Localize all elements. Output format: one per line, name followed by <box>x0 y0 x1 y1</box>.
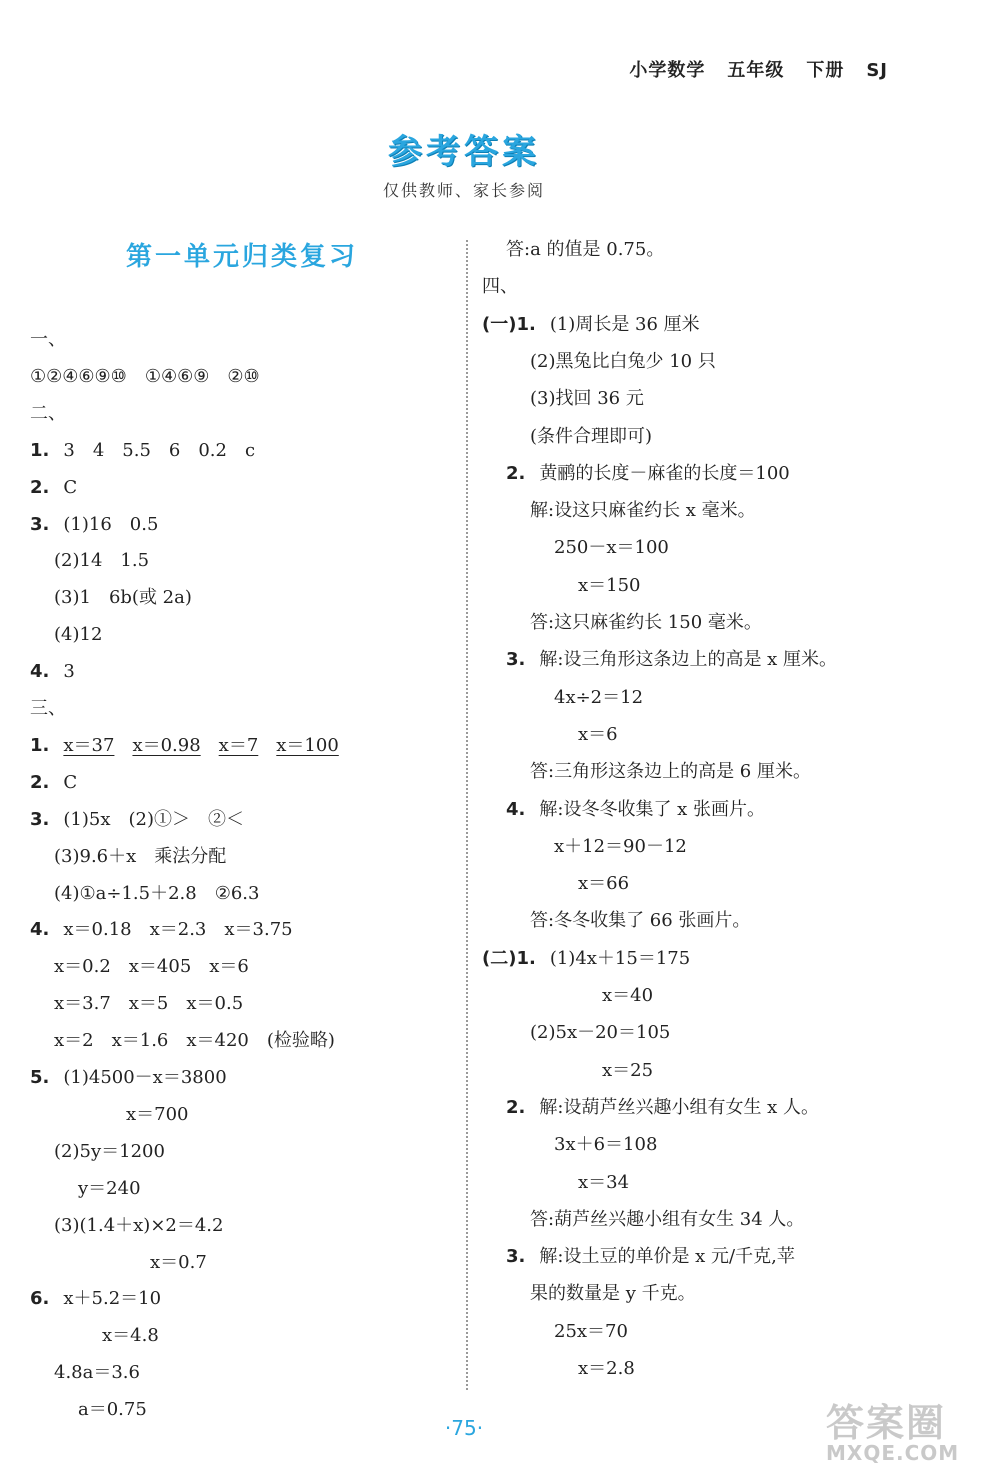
answer-line <box>30 771 77 795</box>
answer-line <box>54 623 102 647</box>
header-edition: SJ <box>866 60 888 81</box>
answer-text: x＝25 <box>602 1059 654 1081</box>
answer-text: 解:设这只麻雀约长 x 毫米。 <box>530 500 756 522</box>
answer-text: 3x＋6＝108 <box>554 1134 658 1156</box>
answer-text: (3)1 6b(或 2a) <box>54 587 192 609</box>
answer-line <box>54 955 249 979</box>
answer-text: x＋12＝90－12 <box>554 835 687 857</box>
page-number: ·75· <box>444 1416 484 1440</box>
book-header <box>607 56 888 82</box>
answer-line <box>30 660 75 684</box>
answer-text: (1)4x＋15＝175 <box>549 947 691 969</box>
answer-line <box>578 723 618 747</box>
answer-line <box>530 387 644 411</box>
answer-text: 解:设葫芦丝兴趣小组有女生 x 人。 <box>539 1096 820 1118</box>
answer-line <box>578 1171 629 1195</box>
answer-text: x＝3.7 x＝5 x＝0.5 <box>54 993 244 1015</box>
answer-line <box>54 549 149 573</box>
unit-title: 第一单元归类复习 <box>126 242 359 272</box>
answer-line <box>530 1282 696 1306</box>
answer-text: 解:设冬冬收集了 x 张画片。 <box>539 798 766 820</box>
answer-line <box>506 798 765 822</box>
answer-line <box>54 882 259 906</box>
answer-line <box>30 365 260 389</box>
answer-line <box>554 835 687 859</box>
answer-line <box>506 1245 795 1269</box>
answer-text: (3)9.6＋x 乘法分配 <box>54 845 227 867</box>
answer-text: (4)12 <box>54 624 103 646</box>
answer-line <box>30 439 255 463</box>
answer-text: 四、 <box>482 276 518 298</box>
answer-text: 答:a 的值是 0.75。 <box>506 239 665 260</box>
answer-text: (4)①a÷1.5＋2.8 ②6.3 <box>54 882 260 904</box>
answer-line <box>530 1208 804 1232</box>
answer-text: 4x÷2＝12 <box>554 686 644 708</box>
answer-line <box>54 1140 165 1164</box>
answer-text: x＝6 <box>578 723 618 745</box>
answer-line <box>30 328 66 352</box>
answer-text: C <box>63 476 78 498</box>
answer-text: C <box>63 771 78 793</box>
header-term: 下册 <box>806 60 845 81</box>
answer-line <box>30 734 357 758</box>
answer-text: 答:三角形这条边上的高是 6 厘米。 <box>530 761 811 783</box>
question-number: 1. <box>516 947 536 969</box>
answer-text: 三、 <box>30 698 66 719</box>
answer-text: 答:这只麻雀约长 150 毫米。 <box>530 612 762 633</box>
answer-line <box>578 872 629 896</box>
answer-line <box>30 808 244 832</box>
question-number: 2. <box>30 771 50 793</box>
answer-line <box>530 611 762 635</box>
answer-line <box>554 686 643 710</box>
answer-line <box>530 760 811 784</box>
answer-line <box>54 845 226 869</box>
answer-text: 一、 <box>30 329 66 350</box>
answer-text: (1)4500－x＝3800 <box>63 1067 227 1088</box>
underlined-answer: x＝37 <box>63 734 115 756</box>
answer-line <box>554 1320 628 1344</box>
answer-text: 250－x＝100 <box>554 537 669 559</box>
question-number: 4. <box>506 798 526 820</box>
answer-text: x＝700 <box>126 1103 189 1125</box>
answer-line <box>506 238 664 262</box>
underlined-answer: x＝100 <box>276 734 339 756</box>
answer-line <box>30 1287 161 1311</box>
answer-line <box>54 992 243 1016</box>
answer-text: (2)14 1.5 <box>54 550 150 572</box>
answer-line <box>30 513 158 537</box>
answer-line <box>554 536 669 560</box>
answer-line <box>530 1021 670 1045</box>
watermark-logo <box>826 1392 992 1465</box>
answer-text: (3)找回 36 元 <box>530 388 644 410</box>
answer-line <box>506 462 790 486</box>
answer-text: x＝150 <box>578 574 641 596</box>
answer-text: 答:葫芦丝兴趣小组有女生 34 人。 <box>530 1208 805 1230</box>
question-number: 4. <box>30 661 50 683</box>
answer-line <box>54 586 192 610</box>
answer-text: x＝4.8 <box>102 1325 159 1347</box>
answer-line <box>578 574 641 598</box>
question-number: 5. <box>30 1067 50 1088</box>
answer-line <box>78 1177 141 1201</box>
answer-text: (2)黑兔比白兔少 10 只 <box>530 350 716 372</box>
answer-text: 果的数量是 y 千克。 <box>530 1283 696 1305</box>
question-number: 6. <box>30 1288 50 1310</box>
header-subject: 小学数学 <box>629 60 706 81</box>
answer-text: (1)周长是 36 厘米 <box>549 313 700 335</box>
answer-line <box>54 1214 223 1238</box>
part-label: (一) <box>482 313 517 335</box>
answer-line <box>54 1029 335 1053</box>
answer-text: x＝0.2 x＝405 x＝6 <box>54 956 249 978</box>
answer-line <box>30 402 66 426</box>
answer-text: 答:冬冬收集了 66 张画片。 <box>530 910 751 932</box>
header-grade: 五年级 <box>727 60 785 81</box>
answer-line <box>482 947 690 971</box>
answer-line <box>530 499 756 523</box>
answer-text: 解:设三角形这条边上的高是 x 厘米。 <box>539 649 838 671</box>
answer-line <box>578 1357 635 1381</box>
answer-line <box>102 1324 159 1348</box>
column-divider <box>466 240 468 1390</box>
answer-text: y＝240 <box>78 1177 141 1199</box>
answer-line <box>530 909 750 933</box>
question-number: 1. <box>30 439 50 461</box>
answer-text: x＝66 <box>578 873 630 895</box>
answer-text: 3 4 5.5 6 0.2 c <box>63 439 256 461</box>
answer-text: x＝34 <box>578 1171 630 1193</box>
question-number: 3. <box>30 808 50 830</box>
watermark-url: MXQE.COM <box>826 1441 960 1465</box>
answer-line <box>30 476 77 500</box>
answer-text: x＝2 x＝1.6 x＝420 (检验略) <box>54 1030 335 1052</box>
answer-text: 25x＝70 <box>554 1320 628 1342</box>
answer-text: x＝0.18 x＝2.3 x＝3.75 <box>63 919 293 941</box>
answer-line <box>126 1103 189 1127</box>
underlined-answer: x＝0.98 <box>132 734 201 756</box>
answer-text: 解:设土豆的单价是 x 元/千克,苹 <box>539 1246 795 1268</box>
answer-text: x＝40 <box>602 985 654 1006</box>
question-number: 3. <box>506 1246 526 1268</box>
answer-line <box>30 918 293 942</box>
answer-text: (1)16 0.5 <box>63 513 159 535</box>
part-label: (二) <box>482 947 517 969</box>
answer-text: (3)(1.4＋x)×2＝4.2 <box>54 1214 224 1236</box>
answer-text: x＝0.7 <box>150 1251 207 1273</box>
answer-text: (1)5x (2)①＞ ②＜ <box>63 808 244 830</box>
answer-line <box>530 350 716 374</box>
answer-text: 二、 <box>30 402 66 424</box>
answer-line <box>30 1066 227 1090</box>
question-number: 2. <box>30 476 50 498</box>
page-title: 参考答案 <box>388 132 540 172</box>
answer-line <box>150 1251 207 1275</box>
answer-text: (2)5x－20＝105 <box>530 1022 671 1044</box>
answer-text: 黄鹂的长度－麻雀的长度＝100 <box>539 462 790 484</box>
answer-text: (2)5y＝1200 <box>54 1140 165 1162</box>
answer-line <box>482 313 700 337</box>
answer-line <box>530 425 652 449</box>
answer-line <box>482 275 518 299</box>
answer-line <box>506 648 837 672</box>
answer-line <box>602 1059 653 1083</box>
question-number: 1. <box>30 734 50 756</box>
underlined-answer: x＝7 <box>218 734 259 756</box>
question-number: 2. <box>506 1096 526 1118</box>
answer-line <box>506 1096 819 1120</box>
page-subtitle: 仅供教师、家长参阅 <box>382 181 545 200</box>
answer-text: x＝2.8 <box>578 1358 635 1379</box>
watermark-text: 答案圈 <box>826 1401 947 1445</box>
answer-text: (条件合理即可) <box>530 425 653 447</box>
answer-text: 4.8a＝3.6 <box>54 1362 140 1384</box>
answer-text: a＝0.75 <box>78 1399 147 1421</box>
question-number: 3. <box>506 649 526 671</box>
answer-text: x＋5.2＝10 <box>63 1288 162 1310</box>
question-number: 4. <box>30 919 50 941</box>
question-number: 2. <box>506 462 526 484</box>
answer-text: ①②④⑥⑨⑩ ①④⑥⑨ ②⑩ <box>30 365 260 387</box>
answer-line <box>554 1133 657 1157</box>
answer-line <box>54 1361 140 1385</box>
answer-line <box>602 984 653 1008</box>
answer-text: 3 <box>63 661 75 683</box>
question-number: 3. <box>30 513 50 535</box>
question-number: 1. <box>516 313 536 335</box>
answer-line <box>30 697 66 721</box>
